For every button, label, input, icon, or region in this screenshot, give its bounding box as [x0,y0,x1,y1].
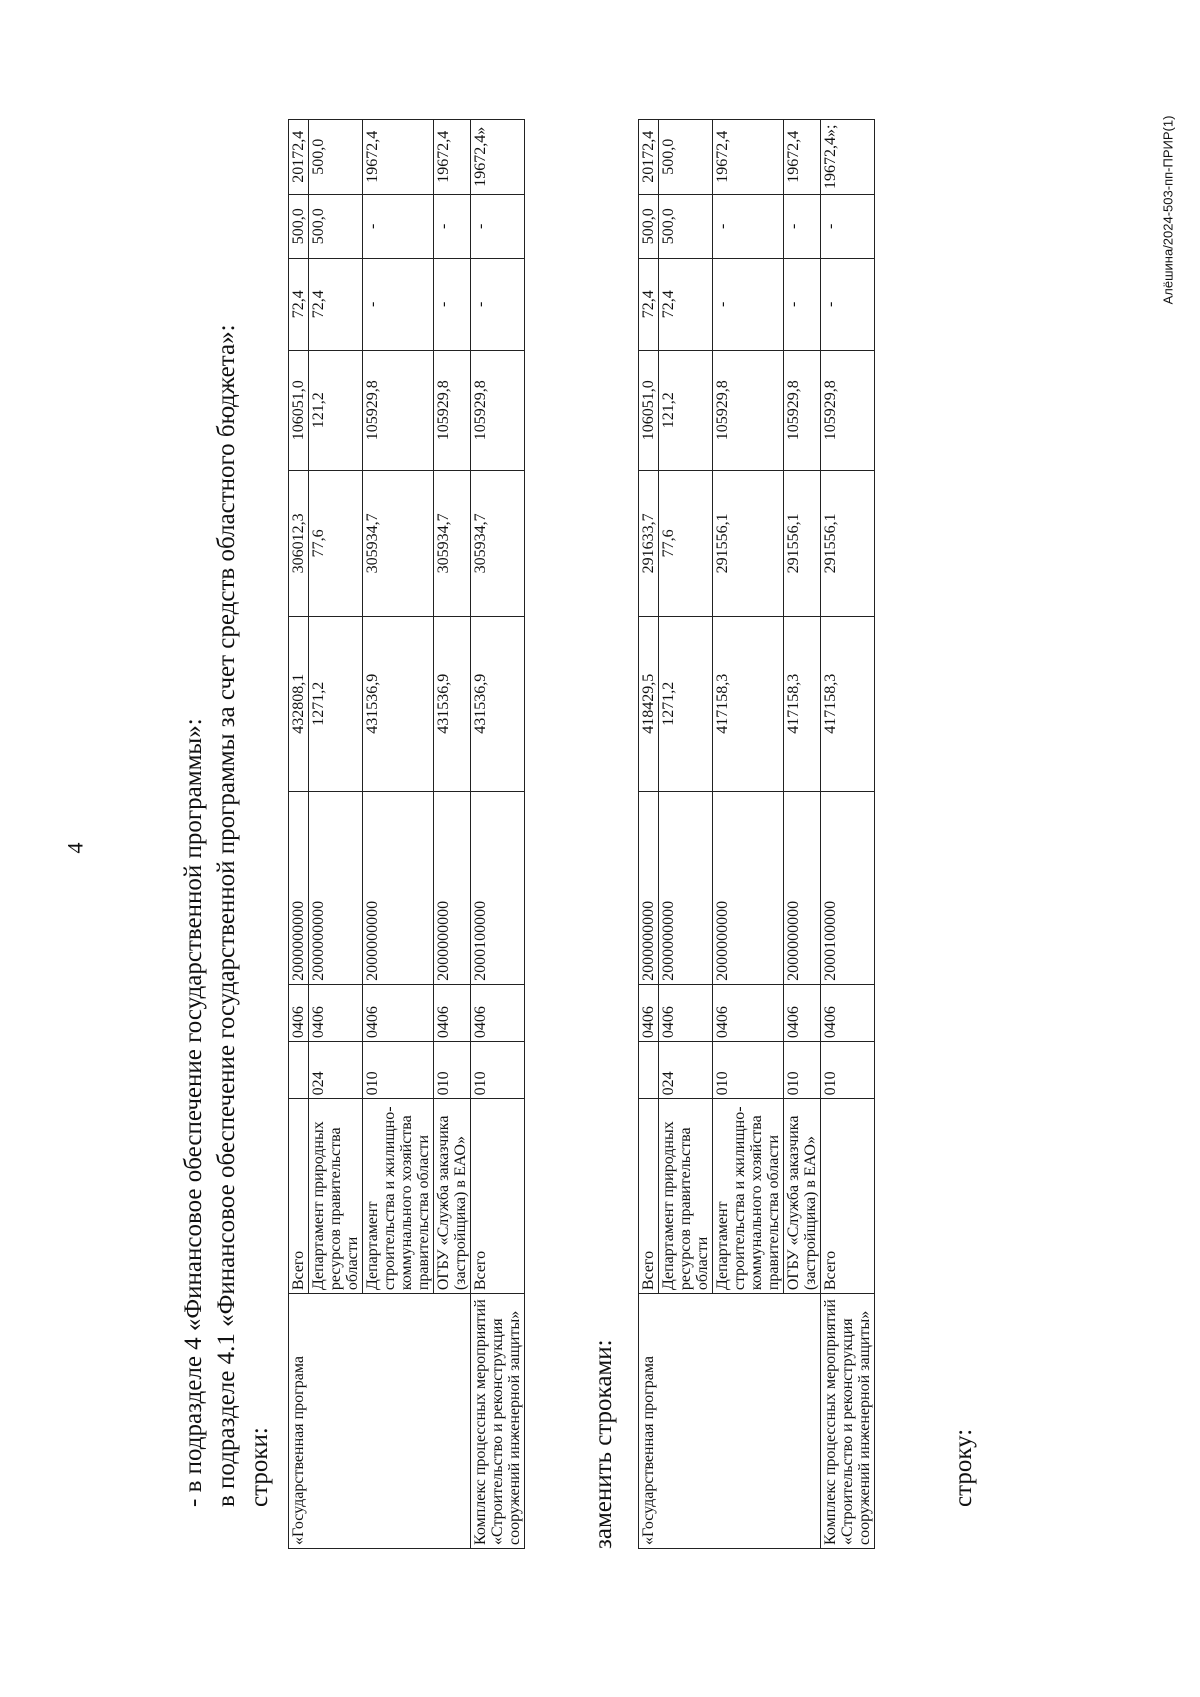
program-name-cell: «Государственная програма [639,1294,821,1549]
cell-rz: 0406 [784,984,821,1041]
cell-grbs: 010 [434,1042,471,1099]
cell-y1: 305934,7 [434,470,471,616]
cell-y3: - [471,258,525,350]
table-row [639,120,659,1549]
cell-y1: 306012,3 [289,470,309,616]
cell-org: Департамент строительства и жилищно-коммунального хозяйства правительства области [363,1099,434,1294]
cell-y5: 19672,4»; [821,120,875,195]
cell-y3: - [363,258,434,350]
cell-csr: 2000000000 [639,791,659,984]
cell-y5: 19672,4» [471,120,525,195]
row-label: строку: [950,1428,977,1507]
cell-y4: - [434,194,471,258]
cell-csr: 2000000000 [659,791,713,984]
cell-y3: - [784,258,821,350]
complex-name-cell: Комплекс процессных мероприятий «Строительство и реконструкция сооружений инженерной защиты» [821,1294,875,1549]
cell-y5: 19672,4 [713,120,784,195]
cell-y2: 105929,8 [821,350,875,470]
intro-line-3: строки: [246,1427,273,1507]
cell-y2: 105929,8 [784,350,821,470]
cell-y4: - [471,194,525,258]
cell-org: Всего [639,1099,659,1294]
cell-y2: 105929,8 [363,350,434,470]
cell-total: 418429,5 [639,616,659,791]
cell-y4: 500,0 [309,194,363,258]
cell-org: Департамент природных ресурсов правительства области [659,1099,713,1294]
cell-y5: 20172,4 [639,120,659,195]
cell-y5: 500,0 [659,120,713,195]
cell-csr: 2000000000 [713,791,784,984]
cell-rz: 0406 [434,984,471,1041]
cell-y3: - [821,258,875,350]
cell-org: Всего [821,1099,875,1294]
cell-rz: 0406 [639,984,659,1041]
cell-y3: 72,4 [659,258,713,350]
cell-rz: 0406 [659,984,713,1041]
cell-y4: 500,0 [289,194,309,258]
cell-org: ОГБУ «Служба заказчика (застройщика) в ЕАО» [784,1099,821,1294]
cell-rz: 0406 [363,984,434,1041]
cell-grbs: 010 [821,1042,875,1099]
cell-total: 431536,9 [434,616,471,791]
document-footer-code: Алёшина/2024-503-пп-ПРИР(1) [1160,115,1176,305]
cell-y1: 291556,1 [784,470,821,616]
cell-y3: - [434,258,471,350]
cell-y1: 291556,1 [821,470,875,616]
cell-y4: 500,0 [639,194,659,258]
cell-y2: 106051,0 [289,350,309,470]
cell-y5: 19672,4 [784,120,821,195]
table-row [821,120,875,1549]
cell-y3: 72,4 [289,258,309,350]
cell-total: 1271,2 [309,616,363,791]
cell-csr: 2000100000 [471,791,525,984]
cell-csr: 2000000000 [434,791,471,984]
replace-with-rows-label: заменить строками: [590,1339,617,1549]
cell-y2: 105929,8 [471,350,525,470]
cell-y4: 500,0 [659,194,713,258]
cell-total: 1271,2 [659,616,713,791]
cell-y2: 121,2 [659,350,713,470]
cell-csr: 2000000000 [363,791,434,984]
cell-org: Всего [289,1099,309,1294]
new-finance-table [638,119,875,1549]
cell-grbs [289,1042,309,1099]
cell-y1: 291556,1 [713,470,784,616]
cell-grbs: 010 [471,1042,525,1099]
cell-grbs: 010 [713,1042,784,1099]
cell-y1: 305934,7 [471,470,525,616]
cell-y2: 121,2 [309,350,363,470]
cell-total: 417158,3 [821,616,875,791]
cell-grbs [639,1042,659,1099]
table-row [471,120,525,1549]
cell-y1: 291633,7 [639,470,659,616]
cell-y4: - [784,194,821,258]
cell-total: 431536,9 [363,616,434,791]
cell-csr: 2000100000 [821,791,875,984]
cell-y3: 72,4 [639,258,659,350]
intro-line-1: - в подразделе 4 «Финансовое обеспечение государственной программы»: [180,718,207,1507]
cell-org: Департамент строительства и жилищно-коммунального хозяйства правительства области [713,1099,784,1294]
cell-csr: 2000000000 [289,791,309,984]
cell-rz: 0406 [471,984,525,1041]
cell-org: ОГБУ «Служба заказчика (застройщика) в ЕАО» [434,1099,471,1294]
cell-rz: 0406 [821,984,875,1041]
cell-y5: 19672,4 [363,120,434,195]
cell-grbs: 010 [363,1042,434,1099]
cell-y5: 500,0 [309,120,363,195]
cell-y3: - [713,258,784,350]
cell-total: 431536,9 [471,616,525,791]
cell-total: 417158,3 [713,616,784,791]
cell-y1: 77,6 [309,470,363,616]
cell-y5: 20172,4 [289,120,309,195]
program-name-cell: «Государственная програма [289,1294,471,1549]
cell-y4: - [363,194,434,258]
cell-y2: 105929,8 [713,350,784,470]
cell-org: Всего [471,1099,525,1294]
cell-y4: - [821,194,875,258]
cell-y2: 105929,8 [434,350,471,470]
complex-name-cell: Комплекс процессных мероприятий «Строительство и реконструкция сооружений инженерной защиты» [471,1294,525,1549]
cell-total: 432808,1 [289,616,309,791]
cell-total: 417158,3 [784,616,821,791]
cell-rz: 0406 [713,984,784,1041]
cell-grbs: 024 [309,1042,363,1099]
intro-line-2: в подразделе 4.1 «Финансовое обеспечение государственной программы за счет средств областного бюджета»: [213,324,240,1507]
cell-y2: 106051,0 [639,350,659,470]
page-number: 4 [62,842,88,854]
cell-grbs: 010 [784,1042,821,1099]
cell-y4: - [713,194,784,258]
cell-org: Департамент природных ресурсов правительства области [309,1099,363,1294]
cell-y1: 305934,7 [363,470,434,616]
cell-rz: 0406 [289,984,309,1041]
old-finance-table [288,119,525,1549]
cell-y1: 77,6 [659,470,713,616]
cell-csr: 2000000000 [784,791,821,984]
cell-grbs: 024 [659,1042,713,1099]
table-row [289,120,309,1549]
cell-rz: 0406 [309,984,363,1041]
cell-y3: 72,4 [309,258,363,350]
cell-csr: 2000000000 [309,791,363,984]
cell-y5: 19672,4 [434,120,471,195]
